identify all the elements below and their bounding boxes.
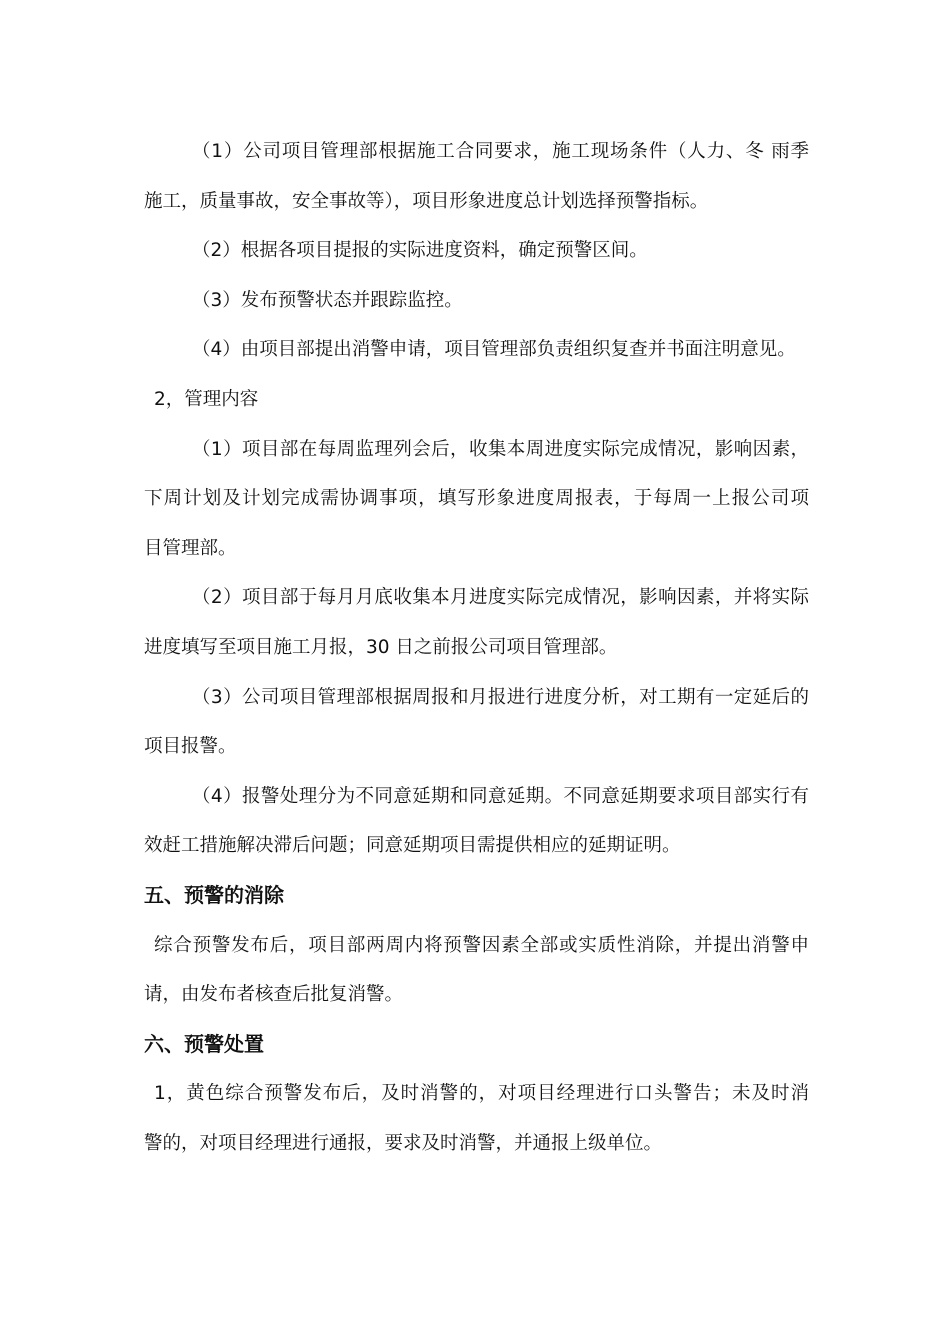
paragraph-line: （3）发布预警状态并跟踪监控。	[192, 289, 463, 311]
paragraph-line: （4）报警处理分为不同意延期和同意延期。不同意延期要求项目部实行有	[192, 785, 809, 807]
paragraph-line: 1，黄色综合预警发布后，及时消警的，对项目经理进行口头警告；未及时消	[154, 1083, 809, 1105]
section-heading: 五、预警的消除	[144, 882, 284, 907]
document-body	[144, 127, 809, 1168]
paragraph-line: （1）项目部在每周监理列会后，收集本周进度实际完成情况，影响因素，	[192, 438, 809, 460]
paragraph-line: 进度填写至项目施工月报，30 日之前报公司项目管理部。	[144, 636, 618, 658]
paragraph-line: （2）根据各项目提报的实际进度资料，确定预警区间。	[192, 240, 648, 262]
paragraph-line: 目管理部。	[144, 537, 237, 559]
paragraph-line: 施工，质量事故，安全事故等），项目形象进度总计划选择预警指标。	[144, 190, 709, 212]
paragraph-line: 下周计划及计划完成需协调事项，填写形象进度周报表，于每周一上报公司项	[144, 488, 809, 510]
paragraph-line: （2）项目部于每月月底收集本月进度实际完成情况，影响因素，并将实际	[192, 587, 809, 609]
section-heading: 六、预警处置	[144, 1031, 264, 1056]
paragraph-line: 综合预警发布后，项目部两周内将预警因素全部或实质性消除，并提出消警申	[154, 934, 809, 956]
paragraph-line: 效赶工措施解决滞后问题；同意延期项目需提供相应的延期证明。	[144, 835, 681, 857]
paragraph-line: （4）由项目部提出消警申请，项目管理部负责组织复查并书面注明意见。	[192, 339, 796, 361]
paragraph-line: 警的，对项目经理进行通报，要求及时消警，并通报上级单位。	[144, 1132, 663, 1154]
paragraph-line: 项目报警。	[144, 736, 237, 758]
paragraph-line: 请，由发布者核查后批复消警。	[144, 984, 404, 1006]
paragraph-line: （1）公司项目管理部根据施工合同要求，施工现场条件（人力、冬 雨季	[192, 141, 809, 162]
paragraph-line: （3）公司项目管理部根据周报和月报进行进度分析，对工期有一定延后的	[192, 686, 809, 708]
subsection-title: 2，管理内容	[154, 388, 259, 410]
